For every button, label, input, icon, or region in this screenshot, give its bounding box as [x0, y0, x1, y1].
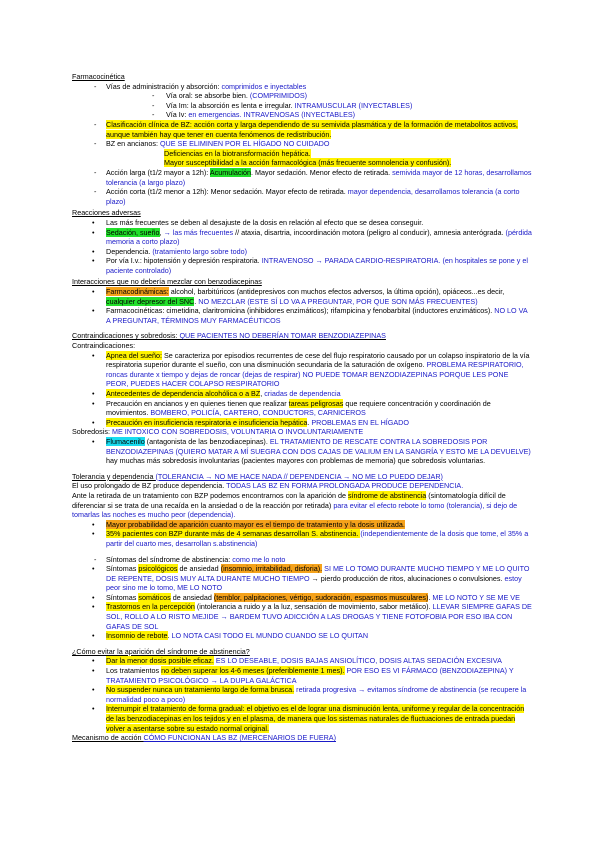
- note-text: para evitar el efecto rebote lo tomo (tolerancia), si dejo de tomarlas las noches es mucho peor (dependencia).: [72, 500, 518, 520]
- highlight-text: Precaución en insuficiencia respiratoria e insuficiencia hepática: [106, 417, 308, 427]
- text: Las más frecuentes se deben al desajuste de la dosis en relación al efecto que se desea conseguir.: [106, 217, 424, 227]
- list-item: [92, 187, 532, 206]
- list-item: [92, 287, 532, 306]
- list-item: [92, 656, 532, 666]
- list-item: [92, 631, 532, 641]
- highlight-text: Dar la menor dosis posible eficaz.: [106, 656, 214, 666]
- note-text: INTRAVENOSO → PARADA CARDIO-RESPIRATORIA. (en hospitales se pone y el paciente controlado): [106, 256, 528, 275]
- highlight-text: somáticos: [138, 592, 171, 602]
- highlight-text: Mayor susceptibilidad a la acción farmacológica (más frecuente somnolencia y confusión).: [164, 158, 452, 168]
- note-text: ME LO NOTO Y SE ME VE: [432, 592, 520, 602]
- text: // ataxia, disartria, incoordinación motora (peligro al conducir), amnesia anterógrada.: [233, 227, 506, 237]
- text: .: [307, 417, 312, 427]
- subheading: Contraindicaciones:: [72, 341, 136, 351]
- note-text: criadas de dependencia: [264, 389, 341, 398]
- highlight-text: (temblor, palpitaciones, vértigo, sudoración, espasmos musculares): [213, 592, 429, 602]
- text: Síntomas del síndrome de abstinencia:: [106, 554, 233, 564]
- list-item: [92, 306, 532, 325]
- paragraph: [72, 481, 532, 491]
- note-text: mayor dependencia, desarrollamos tolerancia (a corto plazo): [106, 187, 520, 206]
- note-text: en emergencias. INTRAVENOSAS (INYECTABLES): [188, 110, 356, 120]
- list-item: [152, 91, 532, 101]
- section-title-adversas: Reacciones adversas: [72, 208, 141, 218]
- text: → pierdo producción de ritos, alucinaciones o convulsiones.: [309, 573, 505, 583]
- note-text: ME INTOXICO CON SOBREDOSIS, VOLUNTARIA O INVOLUNTARIAMENTE: [111, 427, 364, 437]
- text: ,: [159, 227, 164, 237]
- highlight-text: tareas peligrosas: [288, 398, 344, 408]
- note-text: (independientemente de la dosis que tome, el 35% a partir del cuarto mes, desarrollan s.abstinencia): [106, 529, 529, 548]
- list-item: [92, 666, 532, 685]
- list-item: [92, 529, 532, 548]
- section-title-farmacocinetica: Farmacocinética: [72, 72, 125, 81]
- list-item: [92, 247, 532, 257]
- highlight-text: Flumacenilo: [106, 436, 145, 446]
- note-text: → las más frecuentes: [163, 227, 234, 237]
- section-title-evitar: ¿Cómo evitar la aparición del síndrome de abstinencia?: [72, 646, 250, 656]
- text: Vías de administración y absorción:: [106, 81, 222, 91]
- list-item: [92, 168, 532, 187]
- highlight-text: Apnea del sueño:: [106, 350, 162, 360]
- text: Vía Im: la absorción es lenta e irregular.: [166, 100, 295, 110]
- list-item: [92, 593, 532, 603]
- note-text: CÓMO FUNCIONAN LAS BZ (MERCENARIOS DE FUERA): [143, 733, 336, 743]
- note-text: EL TRATAMIENTO DE RESCATE CONTRA LA SOBREDOSIS POR BENZODIAZEPINAS (QUIERO MATAR A MÍ SUEGRA CON DOS CAJAS DE VALIUM EN LA SANGRÍA Y ESTO ME LA DEVUELVE): [106, 436, 531, 456]
- note-text: INTRAMUSCULAR (INYECTABLES): [294, 100, 413, 110]
- list-item: [92, 555, 532, 565]
- text: Se caracteriza por episodios recurrentes de cese del flujo respiratorio causado por un colapso inspiratorio de la vía respiratoria superior durante el sueño, con una disminución secundaria de la saturación de oxígeno.: [106, 350, 530, 370]
- highlight-text: no deben superar los 4-6 meses (preferiblemente 1 mes).: [161, 666, 345, 676]
- text: de ansiedad: [170, 592, 214, 602]
- note-text: estoy peor sino me lo tomo, ME LO NOTO: [106, 573, 522, 593]
- note-text: (COMPRIMIDOS): [249, 91, 308, 101]
- list-item: [152, 110, 532, 120]
- section-title-tolerancia: [72, 472, 532, 482]
- highlight-text: psicológicos: [138, 564, 178, 574]
- highlight-text: Deficiencias en la biotransformación hepática.: [164, 148, 311, 158]
- list-item: [92, 139, 532, 149]
- text: (antagonista de las benzodiacepinas).: [144, 436, 270, 446]
- list-item: [92, 256, 532, 275]
- highlight-text: 35% pacientes con BZP durante más de 4 semanas desarrollan S. abstinencia.: [106, 529, 361, 539]
- highlight-text: Sedación, sueño: [106, 227, 160, 237]
- note-text: PROBLEMAS EN EL HÍGADO: [311, 417, 409, 427]
- note-text: semivida mayor de 12 horas, desarrollamos tolerancia (a largo plazo): [106, 167, 532, 187]
- list-item: [92, 520, 532, 530]
- text: Síntomas: [106, 564, 139, 574]
- section-title-contraindicaciones: [72, 331, 532, 341]
- note-text: como me lo noto: [232, 554, 286, 564]
- section-title-mecanismo: [72, 733, 532, 743]
- subheading: [72, 427, 532, 437]
- note-text: ES LO DESEABLE, DOSIS BAJAS ANSIOLÍTICO, DOSIS ALTAS SEDACIÓN EXCESIVA: [213, 656, 502, 666]
- text: BZ en ancianos:: [106, 139, 160, 149]
- text: .: [194, 296, 199, 306]
- text: (sintomatología difícil de diferenciar si se trata de una recaída en la ansiedad o de la reacción por retirada): [72, 490, 506, 510]
- highlight-text: Antecedentes de dependencia alcohólica o a BZ: [106, 389, 261, 398]
- note-text: LLEVAR SIEMPRE GAFAS DE SOL, ROLLO A LO RISTO MEJIDE → BARDEM TUVO ADICCIÓN A LAS DROGAS Y TIENE FOTOFOBIA POR ESO IBA CON GAFAS DE SOL: [106, 602, 532, 631]
- text: Dependencia.: [106, 246, 153, 256]
- note-text: QUE PACIENTES NO DEBERÍAN TOMAR BENZODIAZEPINAS: [179, 331, 386, 341]
- list-item: [92, 418, 532, 428]
- text: (intolerancia a ruido y a la luz, sensación de movimiento, sabor metálico).: [194, 602, 433, 612]
- note-text: SI ME LO TOMO DURANTE MUCHO TIEMPO Y ME LO QUITO DE REPENTE, DOSIS MUY ALTA DURANTE MUCHO TIEMPO: [106, 564, 530, 583]
- text: Por vía I.v.: hipotensión y depresión respiratoria.: [106, 256, 262, 266]
- list-item: [92, 564, 532, 593]
- list-item: [92, 704, 532, 733]
- list-item: [92, 228, 532, 247]
- text: Farmacocinéticas: cimetidina, claritromicina (inhibidores enzimáticos); rifampicina y fenobarbital (inductores enzimáticos).: [106, 306, 495, 316]
- text: Ante la retirada de un tratamiento con BZP podemos encontrarnos con la aparición de: [72, 490, 348, 500]
- note-text: PROBLEMA RESPIRATORIO, roncas durante x tiempo y dejas de roncar (dejas de respirar) NO PUEDE TOMAR BENZODIAZEPINAS PORQUE LES PONE PEOR, PUEDES HACER COLAPSO RESPIRATORIO: [106, 360, 524, 389]
- highlight-text: Farmacodinámicas:: [106, 287, 169, 297]
- list-item: [152, 101, 532, 111]
- note-text: (TOLERANCIA → NO ME HACE NADA // DEPENDENCIA → NO ME LO PUEDO DEJAR): [155, 471, 443, 481]
- list-item: [92, 351, 532, 389]
- list-item: [92, 82, 532, 92]
- note-text: TODAS LAS BZ EN FORMA PROLONGADA PRODUCE DEPENDENCIA.: [226, 481, 464, 491]
- text: hay muchas más sobredosis involuntarias (pacientes mayores con problemas de memoria) que sobredosis voluntarias.: [106, 456, 486, 466]
- text: Vía Iv:: [166, 110, 189, 120]
- highlight-text: síndrome de abstinencia: [347, 490, 427, 500]
- text: alcohol, barbitúricos (antidepresivos con muchos efectos adversos, la última opción), opiáceos...es decir,: [168, 287, 505, 297]
- list-item: [92, 120, 532, 139]
- text: de ansiedad: [177, 564, 221, 574]
- text: Precaución en ancianos y en quienes tienen que realizar: [106, 398, 289, 408]
- list-item: [92, 218, 532, 228]
- text: Los tratamientos: [106, 666, 162, 676]
- sub-line: [164, 149, 532, 159]
- highlight-text: Mayor probabilidad de aparición cuanto mayor es el tiempo de tratamiento y la dosis utilizada.: [106, 519, 405, 529]
- text: .: [428, 592, 433, 602]
- sub-line: [164, 158, 532, 168]
- text: .: [167, 631, 172, 641]
- list-item: [92, 399, 532, 418]
- note-text: LO NOTA CASI TODO EL MUNDO CUANDO SE LO QUITAN: [171, 631, 369, 641]
- text: . Mayor sedación. Menor efecto de retirada.: [251, 167, 393, 177]
- note-text: NO LO VA A PREGUNTAR, TÉRMINOS MUY FARMACÉUTICOS: [106, 306, 528, 325]
- note-text: QUE SE ELIMINEN POR EL HÍGADO NO CUIDADO: [159, 139, 330, 149]
- text: ,: [260, 389, 265, 398]
- highlight-text: Insomnio de rebote: [106, 631, 168, 641]
- paragraph: [72, 491, 532, 520]
- highlight-text: Clasificación clínica de BZ: acción corta y larga dependiendo de su semivida plasmática y de la formación de metabolitos activos, aunque también hay que tener en cuenta fenómenos de redistribución.: [106, 119, 518, 139]
- note-text: (tratamiento largo sobre todo): [152, 246, 248, 256]
- document-page: [72, 72, 532, 743]
- list-item: [92, 602, 532, 631]
- note-text: comprimidos e inyectables: [221, 81, 307, 91]
- highlight-text: (insomnio, irritabilidad, disforia).: [220, 564, 323, 574]
- note-text: BOMBERO, POLICÍA, CARTERO, CONDUCTORS, CARNICEROS: [150, 408, 366, 418]
- highlight-text: cualquier depresor del SNC: [106, 296, 195, 306]
- list-item: [92, 389, 532, 399]
- text: Tolerancia y dependencia: [72, 471, 156, 481]
- highlight-text: Trastornos en la percepción: [106, 602, 195, 612]
- text: Síntomas: [106, 592, 139, 602]
- note-text: NO MEZCLAR (ESTE SÍ LO VA A PREGUNTAR, POR QUE SON MÁS FRECUENTES): [198, 296, 478, 306]
- text: Acción corta (t1/2 menor a 12h): Menor sedación. Mayor efecto de retirada.: [106, 187, 348, 197]
- text: que requiere concentración y coordinación de movimientos.: [106, 398, 491, 418]
- text: Sobredosis:: [72, 427, 112, 437]
- text: El uso prolongado de BZ produce dependencia.: [72, 481, 227, 491]
- list-item: [92, 437, 532, 466]
- text: Vía oral: se absorbe bien.: [166, 91, 250, 101]
- highlight-text: No suspender nunca un tratamiento largo de forma brusca.: [106, 685, 295, 695]
- highlight-text: Interrumpir el tratamiento de forma gradual: el objetivo es el de lograr una disminución lenta, uniforme y regular de la concentración de las benzodiacepinas en los tejidos y en el plasma, de manera que los sistemas naturales de fluctuaciones de entrada puedan volver a asentarse sobre su estado normal original.: [106, 704, 525, 733]
- text: Contraindicaciones y sobredosis:: [72, 331, 180, 341]
- section-title-interacciones: Interacciones que no debería mezclar con benzodiacepinas: [72, 277, 262, 287]
- list-item: [92, 685, 532, 704]
- highlight-text: Acumulación: [209, 167, 252, 177]
- note-text: POR ESO ES VI FÁRMACO (BENZODIAZEPINA) Y TRATAMIENTO PSICOLÓGICO → LA DUPLA GALÁCTICA: [106, 666, 514, 685]
- text: Acción larga (t1/2 mayor a 12h):: [106, 167, 210, 177]
- note-text: retirada progresiva → evitamos síndrome de abstinencia (se recupere la normalidad poco a poco): [106, 685, 527, 704]
- note-text: (pérdida memoria a corto plazo): [106, 227, 532, 247]
- text: Mecanismo de acción: [72, 733, 144, 743]
